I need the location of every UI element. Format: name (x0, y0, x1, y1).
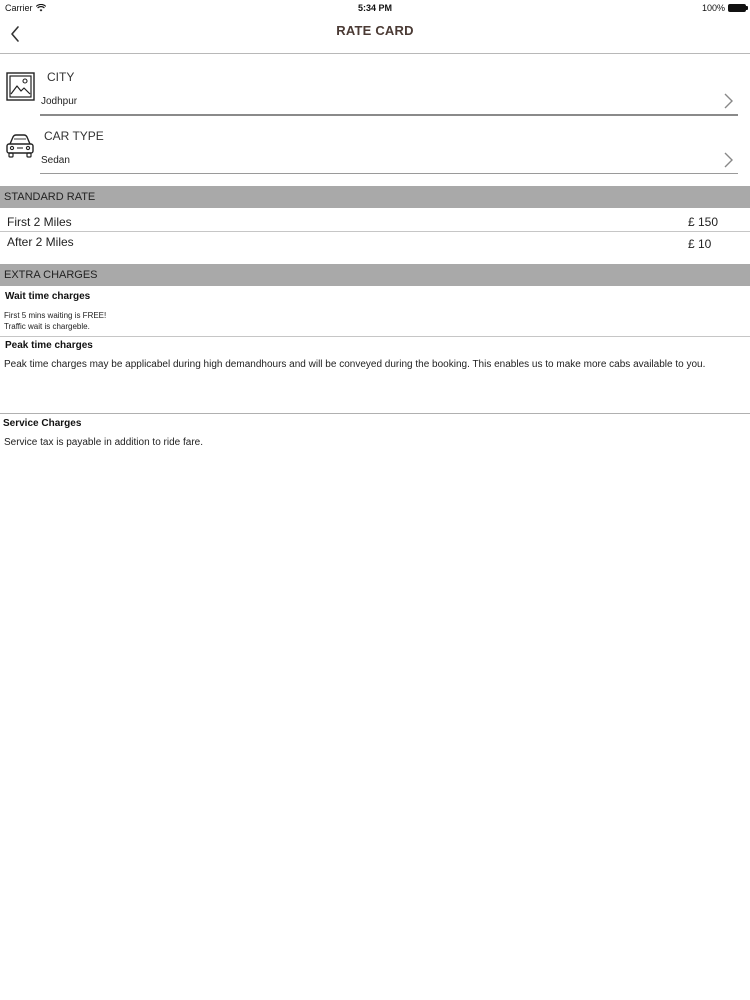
city-value: Jodhpur (41, 96, 78, 107)
chevron-right-icon[interactable] (722, 92, 734, 110)
rate-row-value: £ 10 (688, 237, 712, 251)
image-icon (6, 72, 35, 101)
status-bar (0, 0, 750, 16)
car-icon (5, 133, 35, 159)
wait-time-line2: Traffic wait is chargeble. (4, 322, 90, 331)
carrier-label: Carrier (5, 3, 33, 13)
car-type-underline (40, 173, 738, 174)
rate-row-label: After 2 Miles (7, 235, 74, 249)
wait-time-line1: First 5 mins waiting is FREE! (4, 311, 107, 320)
car-type-label: CAR TYPE (44, 129, 104, 143)
battery-percent: 100% (701, 3, 725, 13)
rate-row-value: £ 150 (688, 215, 719, 229)
service-charges-title: Service Charges (3, 418, 82, 429)
service-charges-text: Service tax is payable in addition to ride fare. (4, 437, 203, 448)
page-title: RATE CARD (336, 23, 414, 38)
navigation-bar (0, 16, 750, 54)
chevron-right-icon[interactable] (722, 151, 734, 169)
peak-time-title: Peak time charges (5, 340, 93, 351)
peak-time-text: Peak time charges may be applicabel during high demandhours and will be conveyed during the booking. This enables us to make more cabs available to you. (4, 359, 706, 370)
divider (0, 336, 750, 337)
extra-charges-header: EXTRA CHARGES (0, 264, 750, 286)
battery-icon (728, 4, 746, 12)
battery-indicator (702, 3, 746, 13)
status-time: 5:34 PM (357, 3, 392, 13)
rate-row-label: First 2 Miles (7, 215, 72, 229)
city-underline (40, 114, 738, 116)
car-type-value: Sedan (41, 155, 70, 166)
wait-time-title: Wait time charges (5, 291, 91, 302)
standard-rate-header: STANDARD RATE (0, 186, 750, 208)
divider (0, 413, 750, 414)
city-label: CITY (47, 70, 75, 84)
divider (0, 231, 750, 232)
